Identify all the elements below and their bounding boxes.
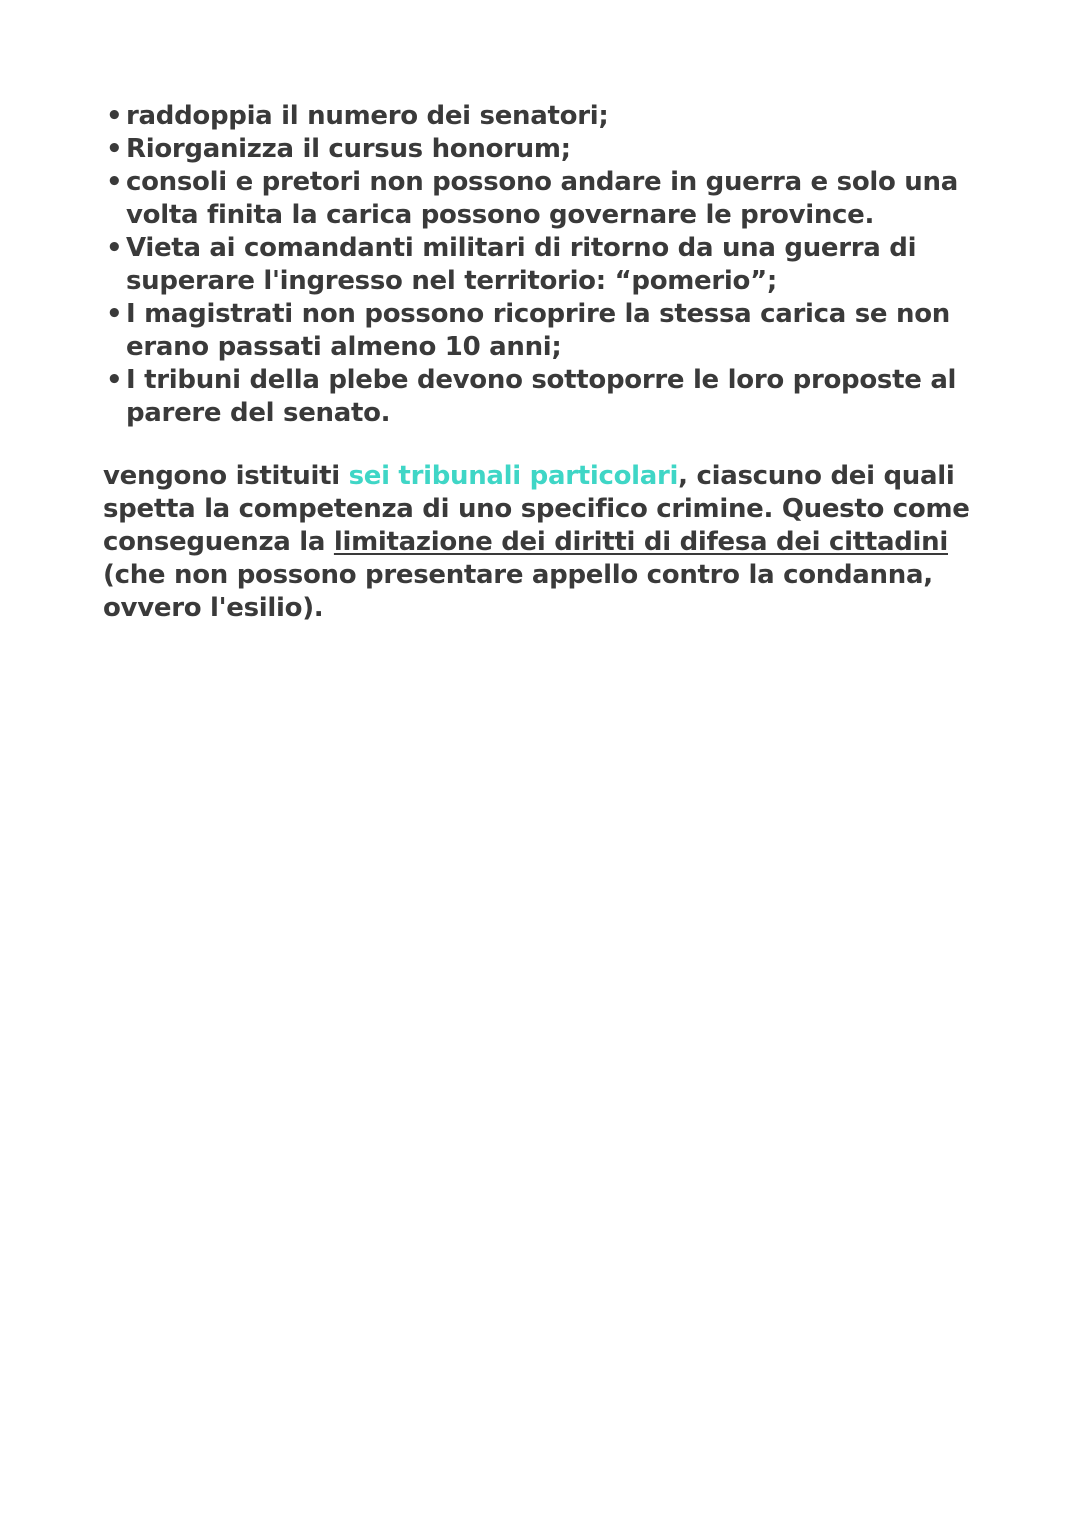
list-item	[106, 298, 986, 364]
bullet-icon: •	[106, 101, 123, 131]
list-item-text: I tribuni della plebe devono sottoporre le loro proposte al parere del senato.	[126, 365, 957, 428]
highlighted-term: sei tribunali particolari	[348, 461, 679, 491]
bullet-icon: •	[106, 299, 123, 329]
body-paragraph	[103, 460, 983, 625]
list-item-text: Vieta ai comandanti militari di ritorno da una guerra di superare l'ingresso nel territorio: “pomerio”;	[126, 233, 917, 296]
bullet-icon: •	[106, 167, 123, 197]
list-item	[106, 166, 986, 232]
list-item-text: I magistrati non possono ricoprire la stessa carica se non erano passati almeno 10 anni;	[126, 299, 950, 362]
bullet-icon: •	[106, 233, 123, 263]
underlined-phrase: limitazione dei diritti di difesa dei cittadini	[333, 527, 948, 557]
bullet-list	[106, 100, 986, 430]
paragraph-text-start: vengono istituiti	[103, 461, 349, 491]
list-item-text: consoli e pretori non possono andare in guerra e solo una volta finita la carica possono governare le province.	[126, 167, 958, 230]
bullet-icon: •	[106, 365, 123, 395]
list-item-text: Riorganizza il cursus honorum;	[126, 134, 571, 164]
paragraph-text-end: (che non possono presentare appello contro la condanna, ovvero l'esilio).	[103, 560, 933, 623]
list-item	[106, 100, 986, 133]
list-item	[106, 133, 986, 166]
list-item	[106, 364, 986, 430]
bullet-icon: •	[106, 134, 123, 164]
list-item	[106, 232, 986, 298]
list-item-text: raddoppia il numero dei senatori;	[126, 101, 609, 131]
paragraph-text-middle: , ciascuno dei quali spetta la competenza di uno specifico crimine. Questo come conseguenza la	[103, 461, 970, 557]
